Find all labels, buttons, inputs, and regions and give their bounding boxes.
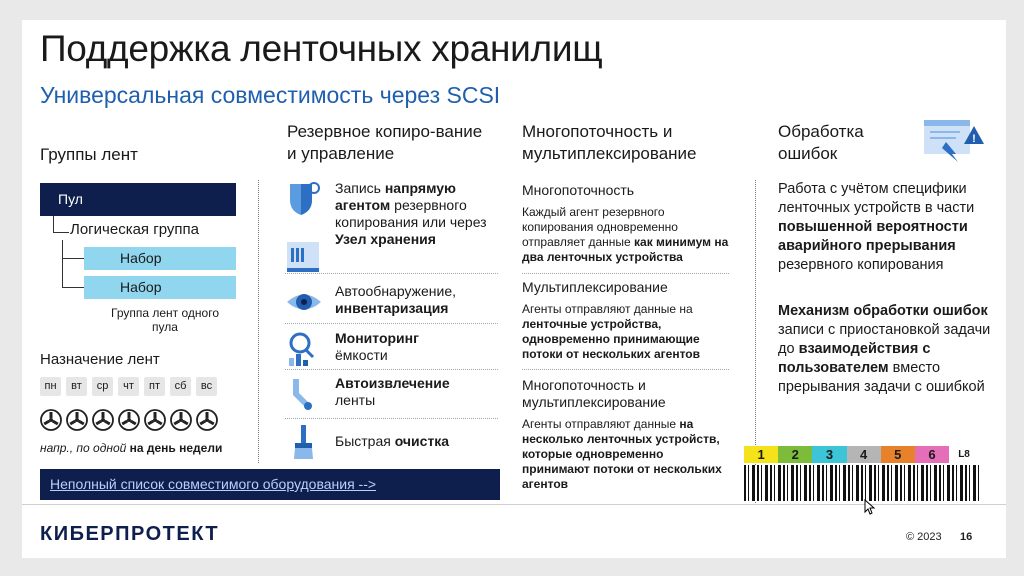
feature-item (285, 283, 500, 321)
block-heading: Многопоточность и мультиплексирование (522, 377, 666, 410)
tape-reel-icon (40, 409, 62, 431)
feature-text: Автоизвлечение ленты (335, 375, 450, 408)
tape-reel-icon (170, 409, 192, 431)
day-chip: вт (66, 377, 87, 396)
tape-reel-icon (118, 409, 140, 431)
tape-reel-icon (196, 409, 218, 431)
multiplexing-block (522, 279, 732, 362)
brush-icon (285, 423, 323, 461)
tape-reels-row (40, 409, 218, 431)
company-logo: КИБЕРПРОТЕКТ (40, 523, 220, 545)
barcode-digit: 1 (744, 446, 778, 463)
barcode-digit: 3 (812, 446, 846, 463)
barcode-color-strip (744, 446, 979, 463)
day-chip: чт (118, 377, 139, 396)
page-title: Поддержка ленточных хранилищ (40, 28, 603, 69)
eye-icon (285, 283, 323, 321)
col2-heading: Резервное копиро-вание и управление (287, 122, 483, 163)
col3-heading: Многопоточность и мультиплексирование (522, 122, 697, 163)
shield-agent-icon (285, 180, 323, 218)
copyright: © 2023 (906, 531, 942, 543)
logical-group-label: Логическая группа (70, 221, 199, 238)
separator (285, 323, 498, 324)
feature-item (285, 375, 500, 413)
days-note (40, 441, 222, 455)
tape-reel-icon (66, 409, 88, 431)
separator (522, 273, 729, 274)
feature-text: Быстрая очистка (335, 433, 450, 449)
slide (22, 20, 1006, 558)
block-text: Каждый агент резервного копирования одновременно отправляет данные как минимум на два ленточных устройства (522, 205, 729, 264)
day-chip: пт (144, 377, 165, 396)
barcode-digit: 2 (778, 446, 812, 463)
compatible-hardware-link[interactable]: Неполный список совместимого оборудования --> (40, 469, 500, 500)
days-note-text: напр., по одной (40, 441, 130, 455)
day-chip: пн (40, 377, 61, 396)
block-text: Агенты отправляют данные на ленточные устройства, одновременно принимающие потоки от нескольких агентов (522, 302, 701, 361)
combined-block (522, 377, 732, 492)
group-note: Группа лент одного пула (111, 306, 219, 334)
feature-item (285, 330, 500, 368)
page-subtitle: Универсальная совместимость через SCSI (40, 82, 501, 108)
set-box: Набор (84, 276, 236, 299)
page-number: 16 (960, 531, 973, 543)
error-text-2: Механизм обработки ошибок записи с приостановкой задачи до взаимодействия с пользователем вместо прерывания задачи с ошибкой (778, 303, 991, 395)
footer-divider (22, 504, 1006, 505)
block-text: Агенты отправляют данные на несколько ленточных устройств, которые одновременно принимают потоки от нескольких агентов (522, 417, 722, 491)
day-chip: вс (196, 377, 217, 396)
barcode-digit: 5 (881, 446, 915, 463)
tape-barcode-label (744, 446, 979, 501)
pool-box: Пул (40, 183, 236, 216)
magnifier-chart-icon (285, 330, 323, 368)
mouse-cursor-icon (864, 499, 876, 515)
block-heading: Многопоточность (522, 182, 635, 198)
error-text-1: Работа с учётом специфики ленточных устройств в части повышенной вероятности аварийного прерывания резервного копирования (778, 181, 975, 273)
storage-node-icon-wrap (285, 238, 325, 276)
barcode-suffix: L8 (949, 446, 979, 463)
col1-heading: Группы лент (40, 145, 138, 164)
robot-arm-icon (285, 375, 323, 413)
feature-text: Мониторинг ёмкости (335, 330, 419, 363)
feature-text: Запись напрямую агентом резервного копирования или через Узел хранения (335, 180, 487, 247)
svg-text:!: ! (972, 133, 976, 145)
feature-item (285, 423, 500, 461)
days-note-bold: на день недели (129, 441, 223, 455)
days-row (40, 377, 217, 396)
day-chip: ср (92, 377, 113, 396)
feature-text: Автообнаружение, инвентаризация (335, 283, 456, 316)
block-heading: Мультиплексирование (522, 279, 668, 295)
error-window-icon (922, 118, 986, 162)
storage-node-icon (285, 238, 323, 276)
barcode-digit: 6 (915, 446, 949, 463)
col4-heading: Обработка ошибок (778, 122, 864, 163)
barcode-digit: 4 (847, 446, 881, 463)
tree-connector (62, 256, 85, 288)
column-divider (258, 180, 259, 463)
multistream-block (522, 182, 732, 265)
set-box: Набор (84, 247, 236, 270)
barcode-bars (744, 465, 979, 501)
tree-connector (53, 216, 69, 233)
tape-reel-icon (144, 409, 166, 431)
separator (285, 273, 498, 274)
assign-heading: Назначение лент (40, 351, 160, 368)
separator (285, 369, 498, 370)
separator (522, 369, 729, 370)
tape-reel-icon (92, 409, 114, 431)
separator (285, 418, 498, 419)
day-chip: сб (170, 377, 191, 396)
